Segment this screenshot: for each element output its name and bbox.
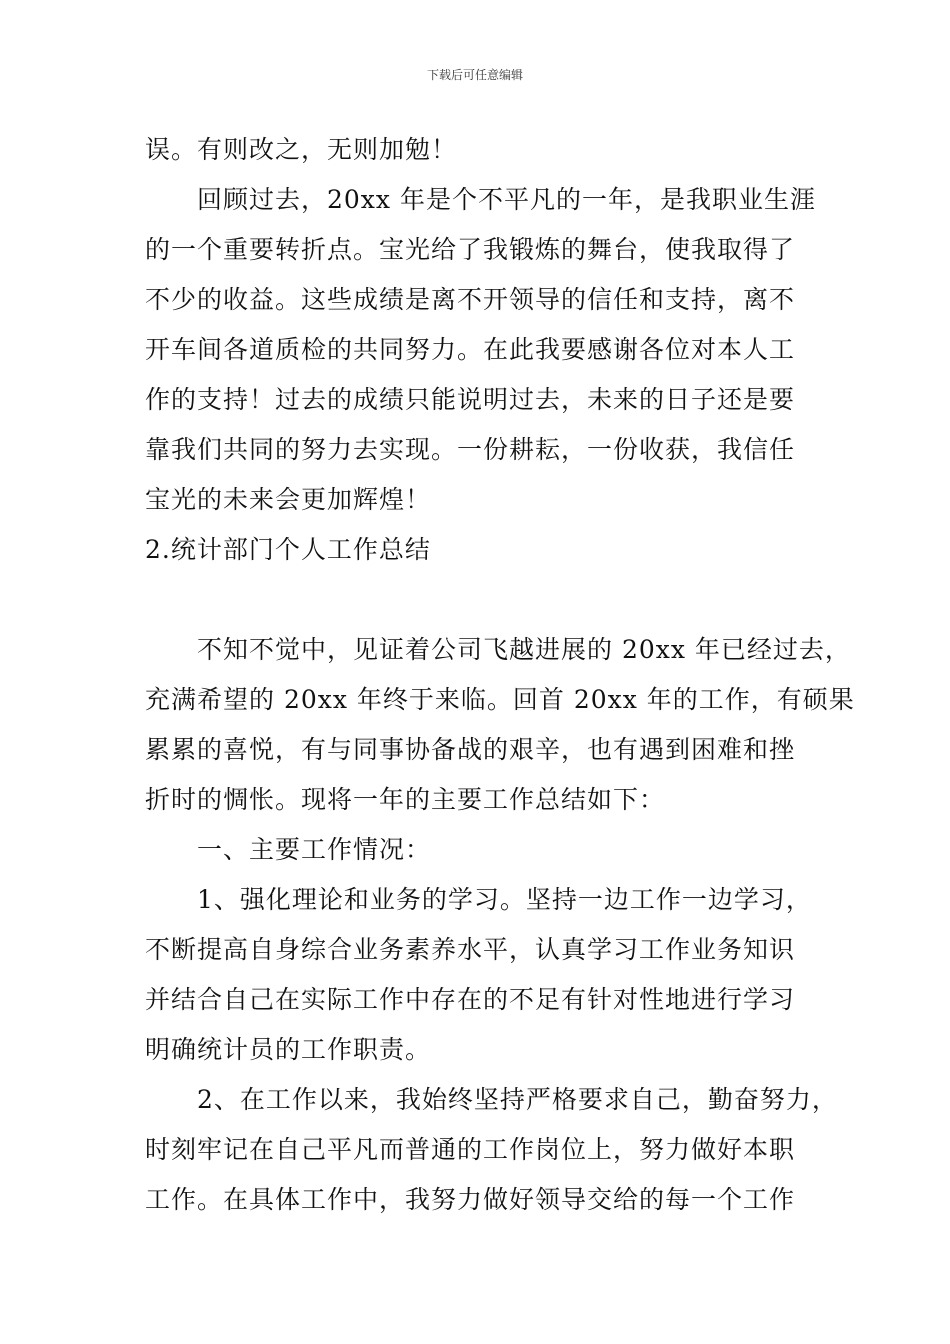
text-line: 折时的惆怅。现将一年的主要工作总结如下： bbox=[145, 785, 666, 814]
text-line: 2、在工作以来，我始终坚持严格要求自己，勤奋努力， bbox=[197, 1085, 838, 1114]
text-line: 不断提高自身综合业务素养水平，认真学习工作业务知识 bbox=[145, 935, 796, 964]
text-line: 不知不觉中，见证着公司飞越进展的 20xx 年已经过去， bbox=[197, 635, 851, 664]
text-line: 开车间各道质检的共同努力。在此我要感谢各位对本人工 bbox=[145, 335, 796, 364]
text-line: 靠我们共同的努力去实现。一份耕耘，一份收获，我信任 bbox=[145, 435, 796, 464]
text-line: 明确统计员的工作职责。 bbox=[145, 1035, 432, 1064]
text-line: 累累的喜悦，有与同事协备战的艰辛，也有遇到困难和挫 bbox=[145, 735, 796, 764]
text-line: 误。有则改之，无则加勉！ bbox=[145, 135, 458, 164]
section-heading: 2.统计部门个人工作总结 bbox=[145, 535, 431, 564]
page-header: 下载后可任意编辑 bbox=[426, 68, 523, 82]
text-line: 并结合自己在实际工作中存在的不足有针对性地进行学习 bbox=[145, 985, 796, 1014]
text-line: 回顾过去，20xx 年是个不平凡的一年，是我职业生涯 bbox=[197, 185, 816, 214]
text-line: 工作。在具体工作中，我努力做好领导交给的每一个工作 bbox=[145, 1185, 796, 1214]
text-line: 作的支持！过去的成绩只能说明过去，未来的日子还是要 bbox=[145, 385, 796, 414]
text-line: 的一个重要转折点。宝光给了我锻炼的舞台，使我取得了 bbox=[145, 235, 796, 264]
text-line: 充满希望的 20xx 年终于来临。回首 20xx 年的工作，有硕果 bbox=[145, 685, 855, 714]
text-line: 宝光的未来会更加辉煌！ bbox=[145, 485, 432, 514]
text-line: 时刻牢记在自己平凡而普通的工作岗位上，努力做好本职 bbox=[145, 1135, 796, 1164]
text-line: 1、强化理论和业务的学习。坚持一边工作一边学习， bbox=[197, 885, 812, 914]
text-line: 不少的收益。这些成绩是离不开领导的信任和支持，离不 bbox=[145, 285, 796, 314]
subsection-heading: 一、主要工作情况： bbox=[197, 835, 432, 864]
